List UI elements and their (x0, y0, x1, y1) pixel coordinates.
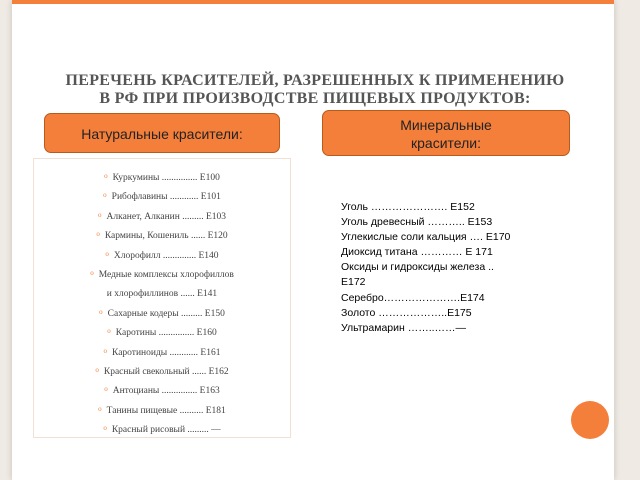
natural-dye-text: Рибофлавины ............ Е101 (111, 192, 221, 203)
bullet-icon: o (104, 385, 108, 394)
natural-dye-item (34, 382, 290, 401)
mineral-heading-line-2: красители: (411, 135, 481, 151)
natural-dye-item (34, 324, 290, 343)
bullet-icon: o (104, 172, 108, 180)
natural-dye-text: Хлорофилл .............. Е140 (113, 250, 219, 261)
natural-dye-item (34, 208, 290, 227)
natural-dye-text: Красный рисовый ......... — (111, 425, 221, 436)
mineral-dye-item: Ультрамарин ……..……— (341, 321, 467, 334)
bullet-icon: o (99, 307, 103, 316)
mineral-dye-item: Диоксид титана ………… Е 171 (341, 246, 493, 259)
bullet-icon: o (107, 327, 111, 336)
natural-dye-item (34, 266, 290, 285)
bullet-icon: o (103, 424, 107, 433)
bullet-icon: o (105, 249, 109, 258)
bullet-icon: o (90, 268, 94, 277)
natural-dyes-heading[interactable] (44, 113, 280, 153)
mineral-dye-item: Серебро………………….Е174 (341, 291, 485, 304)
natural-dye-text: Танины пищевые .......... Е181 (106, 405, 226, 416)
mineral-heading-line-1: Минеральные (400, 117, 492, 133)
natural-dye-item (34, 247, 290, 266)
natural-dye-item (34, 421, 290, 440)
mineral-dye-item: Е172 (341, 276, 366, 289)
mineral-dye-item: Золото ………………..Е175 (341, 306, 472, 319)
natural-dye-item (34, 188, 290, 207)
natural-dye-item (34, 285, 290, 304)
natural-dye-item (34, 305, 290, 324)
natural-dye-text: и хлорофиллинов ...... Е141 (106, 289, 218, 300)
slide-title (20, 72, 610, 108)
mineral-dyes-list (341, 200, 541, 336)
natural-dye-item (34, 363, 290, 382)
title-line-1: ПЕРЕЧЕНЬ КРАСИТЕЛЕЙ, РАЗРЕШЕННЫХ К ПРИМЕНЕНИЮ (65, 72, 565, 89)
natural-dye-item (34, 227, 290, 246)
orange-circle-decoration (571, 401, 609, 439)
natural-dye-item (34, 169, 290, 188)
natural-dye-item (34, 402, 290, 421)
bullet-icon: o (98, 210, 102, 219)
mineral-dye-item: Оксиды и гидроксиды железа .. (341, 261, 494, 274)
bullet-icon: o (98, 404, 102, 413)
mineral-dyes-heading[interactable] (322, 110, 570, 156)
bullet-icon: o (103, 346, 107, 355)
natural-dye-text: Медные комплексы хлорофиллов (98, 269, 234, 280)
natural-dyes-heading-label: Натуральные красители: (81, 126, 243, 142)
natural-dye-text: Красный свекольный ...... Е162 (103, 366, 229, 377)
bullet-icon: o (103, 191, 107, 200)
natural-dye-text: Алканет, Алканин ......... Е103 (106, 211, 226, 222)
bullet-icon: o (95, 365, 99, 374)
mineral-dye-item: Уголь древесный ……….. Е153 (341, 216, 493, 229)
top-accent-bar (12, 0, 614, 4)
natural-dye-text: Каротиноиды ............ Е161 (112, 347, 221, 358)
mineral-dye-item: Углекислые соли кальция …. Е170 (341, 231, 511, 244)
natural-dye-item (34, 344, 290, 363)
natural-dye-text: Сахарные кодеры ......... Е150 (107, 308, 225, 319)
natural-dye-text: Антоцианы ............... Е163 (112, 386, 220, 397)
natural-dyes-panel (33, 158, 291, 438)
title-line-2: В РФ ПРИ ПРОИЗВОДСТВЕ ПИЩЕВЫХ ПРОДУКТОВ: (99, 90, 531, 107)
mineral-dye-item: Уголь …………………. Е152 (341, 201, 475, 213)
bullet-icon: o (96, 230, 100, 239)
natural-dye-text: Каротины ............... Е160 (115, 328, 217, 339)
natural-dye-text: Куркумины ............... Е100 (112, 173, 220, 183)
natural-dye-text: Кармины, Кошениль ...... Е120 (104, 231, 228, 242)
natural-dyes-list (34, 169, 290, 440)
